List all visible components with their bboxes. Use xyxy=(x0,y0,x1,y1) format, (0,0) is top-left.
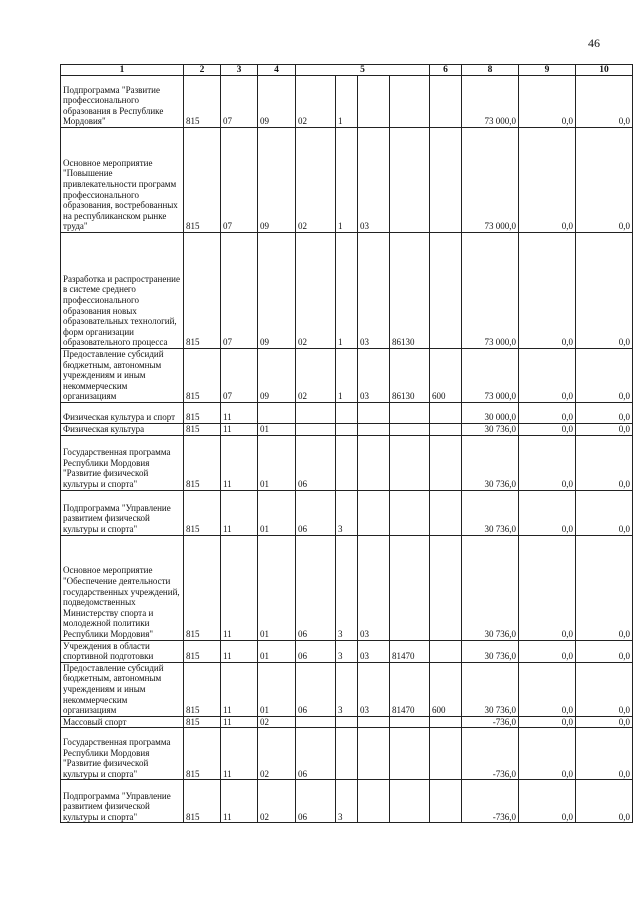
value-cell: 03 xyxy=(358,233,390,349)
row-name-cell: Физическая культура xyxy=(61,423,184,435)
value-cell: 03 xyxy=(358,128,390,233)
value-cell: 1 xyxy=(336,76,358,128)
value-cell: 81470 xyxy=(390,662,430,716)
value-cell xyxy=(430,435,462,490)
row-name-cell: Подпрограмма "Развитие профессионального образования в Республике Мордовия" xyxy=(61,76,184,128)
value-cell: 73 000,0 xyxy=(462,233,519,349)
value-cell: 600 xyxy=(430,349,462,403)
value-cell: 30 736,0 xyxy=(462,490,519,535)
value-cell: 73 000,0 xyxy=(462,76,519,128)
row-name-cell: Основное мероприятие "Повышение привлекательности программ профессионального образования, востребованных на республиканском рынке труда" xyxy=(61,128,184,233)
value-cell: 815 xyxy=(184,402,221,423)
value-cell: 0,0 xyxy=(576,780,633,823)
value-cell: 815 xyxy=(184,640,221,662)
row-name-cell: Физическая культура и спорт xyxy=(61,402,184,423)
value-cell xyxy=(390,76,430,128)
table-row xyxy=(61,716,633,728)
value-cell: 30 736,0 xyxy=(462,423,519,435)
value-cell xyxy=(358,435,390,490)
value-cell xyxy=(390,435,430,490)
value-cell: 03 xyxy=(358,349,390,403)
table-row xyxy=(61,640,633,662)
value-cell: 01 xyxy=(258,662,296,716)
value-cell xyxy=(390,535,430,640)
value-cell: 11 xyxy=(221,640,258,662)
value-cell: 815 xyxy=(184,76,221,128)
value-cell xyxy=(296,423,336,435)
value-cell: 30 000,0 xyxy=(462,402,519,423)
value-cell: 0,0 xyxy=(519,490,576,535)
value-cell: 11 xyxy=(221,662,258,716)
value-cell: 06 xyxy=(296,780,336,823)
value-cell: 1 xyxy=(336,128,358,233)
row-name-cell: Предоставление субсидий бюджетным, автономным учреждениям и иным некоммерческим организациям xyxy=(61,349,184,403)
value-cell: 0,0 xyxy=(519,233,576,349)
value-cell: 0,0 xyxy=(519,128,576,233)
value-cell: 86130 xyxy=(390,233,430,349)
value-cell: 600 xyxy=(430,662,462,716)
value-cell: 73 000,0 xyxy=(462,128,519,233)
row-name-cell: Массовый спорт xyxy=(61,716,184,728)
value-cell: 0,0 xyxy=(576,423,633,435)
value-cell xyxy=(390,423,430,435)
value-cell: 03 xyxy=(358,640,390,662)
value-cell: 0,0 xyxy=(576,662,633,716)
value-cell: 0,0 xyxy=(576,640,633,662)
value-cell: 11 xyxy=(221,423,258,435)
value-cell: 03 xyxy=(358,662,390,716)
value-cell: 815 xyxy=(184,728,221,780)
table-header-row xyxy=(61,65,633,76)
value-cell: 81470 xyxy=(390,640,430,662)
value-cell: 3 xyxy=(336,640,358,662)
value-cell xyxy=(358,780,390,823)
value-cell: 02 xyxy=(296,349,336,403)
value-cell: 0,0 xyxy=(576,128,633,233)
value-cell: 3 xyxy=(336,490,358,535)
value-cell xyxy=(430,423,462,435)
value-cell: -736,0 xyxy=(462,728,519,780)
value-cell: 0,0 xyxy=(519,640,576,662)
table-row xyxy=(61,423,633,435)
value-cell: 0,0 xyxy=(519,349,576,403)
table-row xyxy=(61,490,633,535)
value-cell xyxy=(296,402,336,423)
value-cell: 30 736,0 xyxy=(462,535,519,640)
value-cell: 07 xyxy=(221,128,258,233)
value-cell: 3 xyxy=(336,662,358,716)
value-cell: 815 xyxy=(184,349,221,403)
value-cell: 0,0 xyxy=(576,349,633,403)
value-cell: 0,0 xyxy=(576,716,633,728)
value-cell: -736,0 xyxy=(462,716,519,728)
value-cell: 0,0 xyxy=(519,535,576,640)
value-cell: 815 xyxy=(184,716,221,728)
value-cell: 03 xyxy=(358,535,390,640)
table-row xyxy=(61,233,633,349)
table-row xyxy=(61,128,633,233)
value-cell xyxy=(390,716,430,728)
value-cell: 0,0 xyxy=(519,780,576,823)
value-cell: 815 xyxy=(184,780,221,823)
value-cell xyxy=(358,728,390,780)
value-cell: 0,0 xyxy=(519,76,576,128)
value-cell: 0,0 xyxy=(519,402,576,423)
value-cell xyxy=(336,423,358,435)
row-name-cell: Учреждения в области спортивной подготовки xyxy=(61,640,184,662)
value-cell: 01 xyxy=(258,640,296,662)
value-cell xyxy=(336,402,358,423)
value-cell: 06 xyxy=(296,490,336,535)
row-name-cell: Подпрограмма "Управление развитием физической культуры и спорта" xyxy=(61,490,184,535)
value-cell xyxy=(430,535,462,640)
value-cell: 815 xyxy=(184,435,221,490)
header-cell: 9 xyxy=(519,65,576,76)
value-cell: 02 xyxy=(296,128,336,233)
header-cell: 5 xyxy=(296,65,430,76)
value-cell xyxy=(430,402,462,423)
value-cell: 09 xyxy=(258,233,296,349)
value-cell xyxy=(336,716,358,728)
value-cell: 11 xyxy=(221,728,258,780)
value-cell: 815 xyxy=(184,423,221,435)
value-cell: 0,0 xyxy=(576,490,633,535)
value-cell: 06 xyxy=(296,640,336,662)
table-row xyxy=(61,535,633,640)
value-cell xyxy=(336,728,358,780)
value-cell xyxy=(296,716,336,728)
value-cell: 06 xyxy=(296,662,336,716)
value-cell: 01 xyxy=(258,490,296,535)
header-cell: 2 xyxy=(184,65,221,76)
table-row xyxy=(61,435,633,490)
value-cell: 02 xyxy=(258,728,296,780)
value-cell: 06 xyxy=(296,535,336,640)
value-cell: 73 000,0 xyxy=(462,349,519,403)
value-cell: 0,0 xyxy=(576,76,633,128)
value-cell xyxy=(430,716,462,728)
value-cell xyxy=(358,490,390,535)
table-row xyxy=(61,662,633,716)
value-cell: 09 xyxy=(258,128,296,233)
header-cell: 6 xyxy=(430,65,462,76)
value-cell: 09 xyxy=(258,76,296,128)
value-cell xyxy=(258,402,296,423)
value-cell: 02 xyxy=(296,76,336,128)
value-cell xyxy=(430,76,462,128)
value-cell xyxy=(390,780,430,823)
header-cell: 3 xyxy=(221,65,258,76)
value-cell: 815 xyxy=(184,535,221,640)
row-name-cell: Подпрограмма "Управление развитием физической культуры и спорта" xyxy=(61,780,184,823)
value-cell xyxy=(430,490,462,535)
value-cell xyxy=(358,76,390,128)
value-cell: 0,0 xyxy=(519,423,576,435)
value-cell: 02 xyxy=(258,780,296,823)
value-cell: 11 xyxy=(221,435,258,490)
value-cell xyxy=(390,402,430,423)
value-cell: 815 xyxy=(184,490,221,535)
value-cell: 07 xyxy=(221,349,258,403)
table-row xyxy=(61,402,633,423)
header-cell: 4 xyxy=(258,65,296,76)
value-cell: 86130 xyxy=(390,349,430,403)
value-cell: 815 xyxy=(184,233,221,349)
budget-table xyxy=(60,64,633,823)
value-cell: 02 xyxy=(296,233,336,349)
table-row xyxy=(61,780,633,823)
value-cell xyxy=(430,780,462,823)
header-cell: 10 xyxy=(576,65,633,76)
value-cell: 11 xyxy=(221,402,258,423)
value-cell: 0,0 xyxy=(519,435,576,490)
value-cell xyxy=(430,728,462,780)
row-name-cell: Предоставление субсидий бюджетным, автономным учреждениям и иным некоммерческим организациям xyxy=(61,662,184,716)
value-cell: 815 xyxy=(184,662,221,716)
header-cell: 8 xyxy=(462,65,519,76)
value-cell xyxy=(430,640,462,662)
value-cell xyxy=(390,128,430,233)
value-cell xyxy=(358,716,390,728)
value-cell: 815 xyxy=(184,128,221,233)
value-cell: 0,0 xyxy=(576,233,633,349)
value-cell: 11 xyxy=(221,716,258,728)
value-cell: 1 xyxy=(336,349,358,403)
value-cell xyxy=(336,435,358,490)
value-cell: 0,0 xyxy=(519,716,576,728)
value-cell: 01 xyxy=(258,435,296,490)
value-cell: 11 xyxy=(221,490,258,535)
value-cell xyxy=(390,490,430,535)
value-cell: 0,0 xyxy=(576,535,633,640)
page-number: 46 xyxy=(588,36,600,50)
table-body xyxy=(61,76,633,823)
value-cell xyxy=(430,233,462,349)
value-cell: 06 xyxy=(296,435,336,490)
value-cell: 0,0 xyxy=(576,435,633,490)
value-cell: 11 xyxy=(221,780,258,823)
table-row xyxy=(61,349,633,403)
row-name-cell: Основное мероприятие "Обеспечение деятельности государственных учреждений, подведомственных Министерству спорта и молодежной политики Республики Мордовия" xyxy=(61,535,184,640)
value-cell: 01 xyxy=(258,535,296,640)
value-cell xyxy=(358,402,390,423)
value-cell: 30 736,0 xyxy=(462,435,519,490)
value-cell: -736,0 xyxy=(462,780,519,823)
value-cell xyxy=(390,728,430,780)
value-cell: 06 xyxy=(296,728,336,780)
value-cell: 3 xyxy=(336,780,358,823)
row-name-cell: Разработка и распространение в системе среднего профессионального образования новых образовательных технологий, форм организации образовательного процесса xyxy=(61,233,184,349)
value-cell: 0,0 xyxy=(576,728,633,780)
row-name-cell: Государственная программа Республики Мордовия "Развитие физической культуры и спорта" xyxy=(61,728,184,780)
value-cell: 11 xyxy=(221,535,258,640)
table-row xyxy=(61,76,633,128)
value-cell: 07 xyxy=(221,76,258,128)
value-cell: 01 xyxy=(258,423,296,435)
value-cell: 0,0 xyxy=(519,662,576,716)
value-cell xyxy=(430,128,462,233)
value-cell: 0,0 xyxy=(519,728,576,780)
value-cell: 30 736,0 xyxy=(462,640,519,662)
value-cell: 1 xyxy=(336,233,358,349)
value-cell: 02 xyxy=(258,716,296,728)
value-cell: 07 xyxy=(221,233,258,349)
value-cell: 0,0 xyxy=(576,402,633,423)
row-name-cell: Государственная программа Республики Мордовия "Развитие физической культуры и спорта" xyxy=(61,435,184,490)
header-cell: 1 xyxy=(61,65,184,76)
value-cell: 3 xyxy=(336,535,358,640)
value-cell: 30 736,0 xyxy=(462,662,519,716)
value-cell: 09 xyxy=(258,349,296,403)
value-cell xyxy=(358,423,390,435)
table-row xyxy=(61,728,633,780)
